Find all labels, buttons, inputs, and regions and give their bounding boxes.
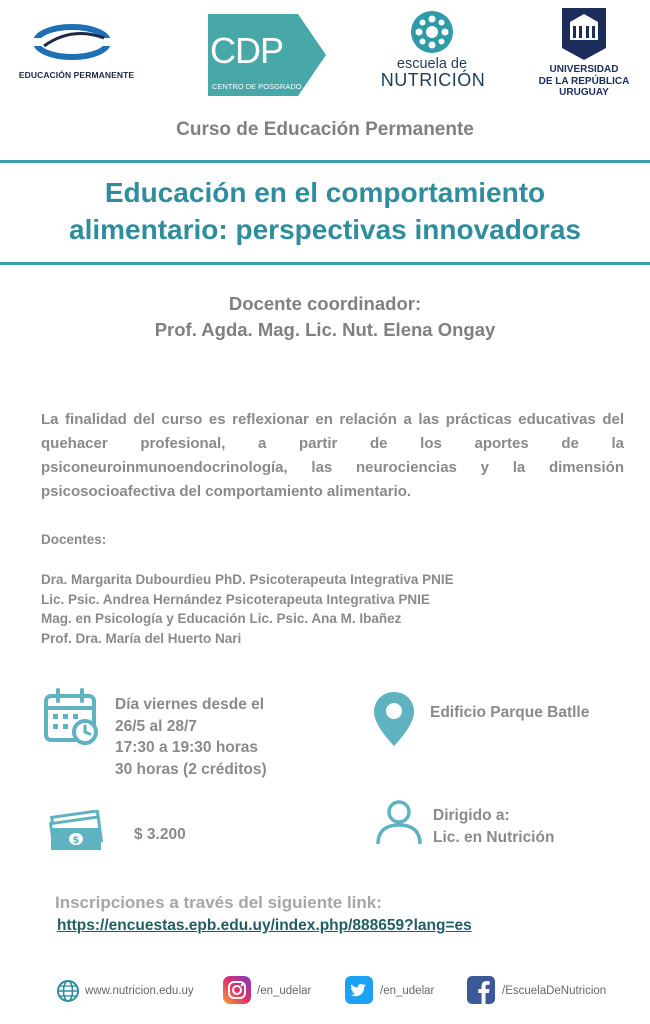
docente-item: Dra. Margarita Dubourdieu PhD. Psicoterapeuta Integrativa PNIE xyxy=(41,572,454,587)
globe-icon xyxy=(56,979,80,1003)
top-divider xyxy=(0,160,650,163)
footer-instagram[interactable]: /en_udelar xyxy=(257,985,312,997)
course-title xyxy=(0,174,650,248)
coordinator-label: Docente coordinador: xyxy=(228,293,422,314)
course-type: Curso de Educación Permanente xyxy=(176,119,474,140)
course-description: La finalidad del curso es reflexionar en relación a las prácticas educativas del quehacer profesional, a partir de los aportes de la psiconeuroinmunoendocrinología, las neurociencias y la dimensión psicosocioafectiva del comportamiento alimentario. xyxy=(41,411,624,500)
price-text: $ 3.200 xyxy=(134,826,186,843)
footer-twitter[interactable]: /en_udelar xyxy=(380,985,435,997)
schedule-line: Día viernes desde el xyxy=(115,696,265,713)
calendar-icon xyxy=(43,688,99,746)
schedule-line: 26/5 al 28/7 xyxy=(115,717,197,735)
person-icon xyxy=(375,798,423,846)
docentes-label: Docentes: xyxy=(41,532,107,547)
inscription-label: Inscripciones a través del siguiente link: xyxy=(55,893,382,912)
docente-item: Prof. Dra. María del Huerto Nari xyxy=(41,630,242,646)
nutricion-logo-line2: NUTRICIÓN xyxy=(380,70,486,90)
coordinator-name: Prof. Agda. Mag. Lic. Nut. Elena Ongay xyxy=(154,319,496,340)
inscription-link[interactable]: https://encuestas.epb.edu.uy/index.php/888659?lang=es xyxy=(57,917,472,934)
udelar-shield-icon xyxy=(562,8,606,60)
instagram-icon xyxy=(222,975,252,1005)
footer-website[interactable]: www.nutricion.edu.uy xyxy=(85,985,194,997)
udelar-logo-text xyxy=(530,64,638,99)
bottom-divider xyxy=(0,262,650,265)
schedule-line: 30 horas (2 créditos) xyxy=(115,760,267,778)
schedule-line: 17:30 a 19:30 horas xyxy=(115,739,259,756)
docentes-list xyxy=(41,570,601,648)
facebook-icon xyxy=(466,975,496,1005)
target-audience xyxy=(433,805,554,848)
course-title-line2: alimentario: perspectivas innovadoras xyxy=(69,214,581,245)
course-title-line1: Educación en el comportamiento xyxy=(104,177,546,208)
udelar-line2: DE LA REPÚBLICA xyxy=(538,75,630,87)
docente-item: Lic. Psic. Andrea Hernández Psicoterapeuta Integrativa PNIE xyxy=(41,591,430,607)
location-text: Edificio Parque Batlle xyxy=(430,704,590,721)
svg-text:$: $ xyxy=(72,835,80,846)
nutricion-logo-line1: escuela de xyxy=(396,56,468,72)
cdp-logo-subtitle: CENTRO DE POSGRADO xyxy=(212,82,302,91)
udelar-line3: URUGUAY xyxy=(559,87,609,98)
target-value: Lic. en Nutrición xyxy=(433,828,555,846)
educacion-permanente-text: EDUCACIÓN PERMANENTE xyxy=(18,70,135,80)
schedule-info xyxy=(115,694,267,780)
udelar-line1: UNIVERSIDAD xyxy=(549,64,619,75)
target-label: Dirigido a: xyxy=(433,807,510,824)
footer-facebook[interactable]: /EscuelaDeNutricion xyxy=(502,985,607,997)
money-icon xyxy=(48,810,106,854)
docente-item: Mag. en Psicología y Educación Lic. Psic. Ana M. Ibañez xyxy=(41,611,402,626)
twitter-icon xyxy=(344,975,374,1005)
cdp-logo-text: CDP xyxy=(210,30,284,71)
location-pin-icon xyxy=(372,690,416,748)
educacion-permanente-logo xyxy=(30,16,115,66)
nutricion-logo-icon xyxy=(410,10,454,54)
